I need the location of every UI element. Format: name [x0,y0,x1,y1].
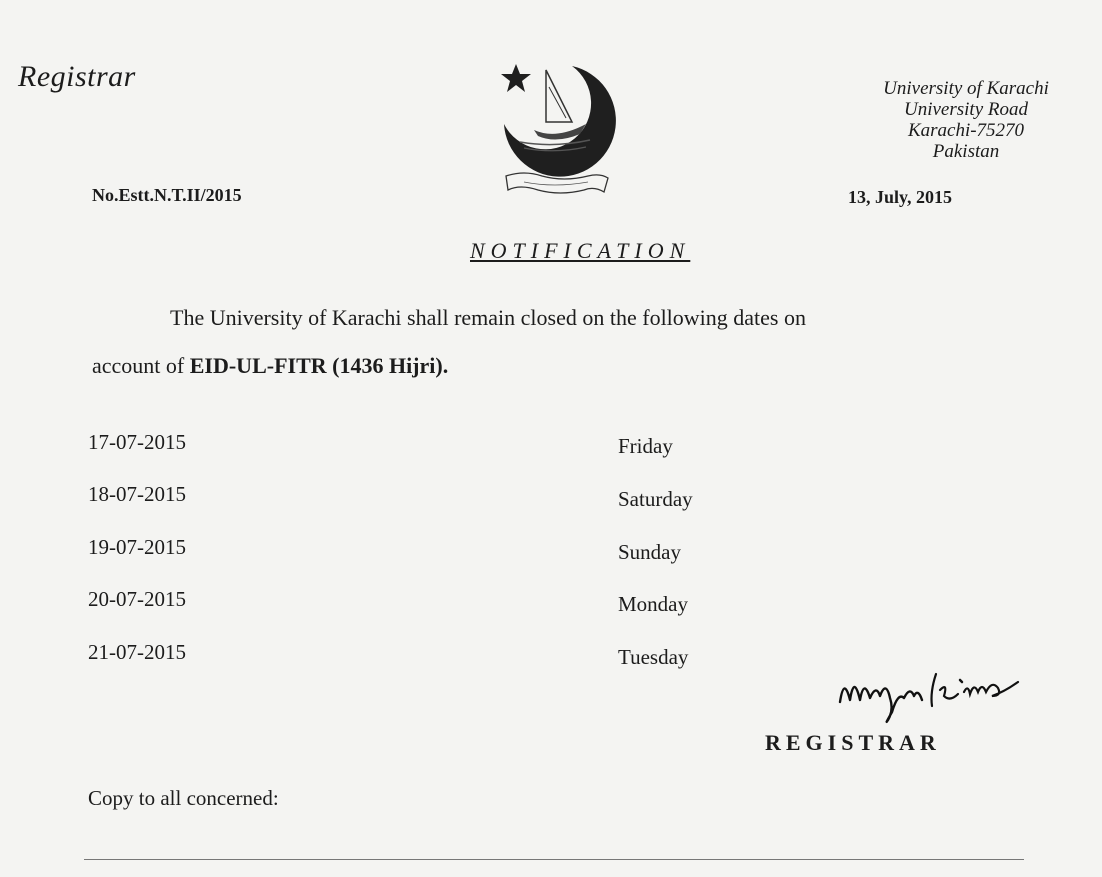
bottom-rule [84,859,1024,860]
holiday-date: 19-07-2015 [88,535,186,559]
holiday-day: Friday [618,434,673,458]
holiday-date: 17-07-2015 [88,430,186,454]
address-line-4: Pakistan [932,141,1000,162]
handwritten-signature [832,662,1032,732]
address-line-1: University of Karachi [883,78,1049,99]
issue-date: 13, July, 2015 [848,187,953,207]
holiday-date: 18-07-2015 [88,482,186,506]
notification-heading: NOTIFICATION [470,238,691,263]
holiday-day: Monday [618,592,688,616]
reference-number: No.Estt.N.T.II/2015 [92,185,242,205]
distribution-note: Copy to all concerned: [88,786,279,810]
university-address [846,78,1086,162]
body-line-1: The University of Karachi shall remain closed on the following dates on [170,305,806,330]
signatory-title: REGISTRAR [765,730,941,755]
university-emblem-icon [494,52,624,202]
body-line-2 [92,342,992,390]
occasion-name: EID-UL-FITR (1436 Hijri). [189,353,449,378]
office-title: Registrar [18,60,136,93]
body-line-2-text: account of [92,353,185,378]
address-line-2: University Road [903,99,1028,120]
holiday-day: Tuesday [618,645,689,669]
holiday-day: Saturday [618,487,693,511]
holiday-day: Sunday [618,540,681,564]
address-line-3: Karachi-75270 [907,120,1025,141]
holiday-date: 21-07-2015 [88,640,186,664]
holiday-date: 20-07-2015 [88,587,186,611]
notification-body [92,294,992,390]
